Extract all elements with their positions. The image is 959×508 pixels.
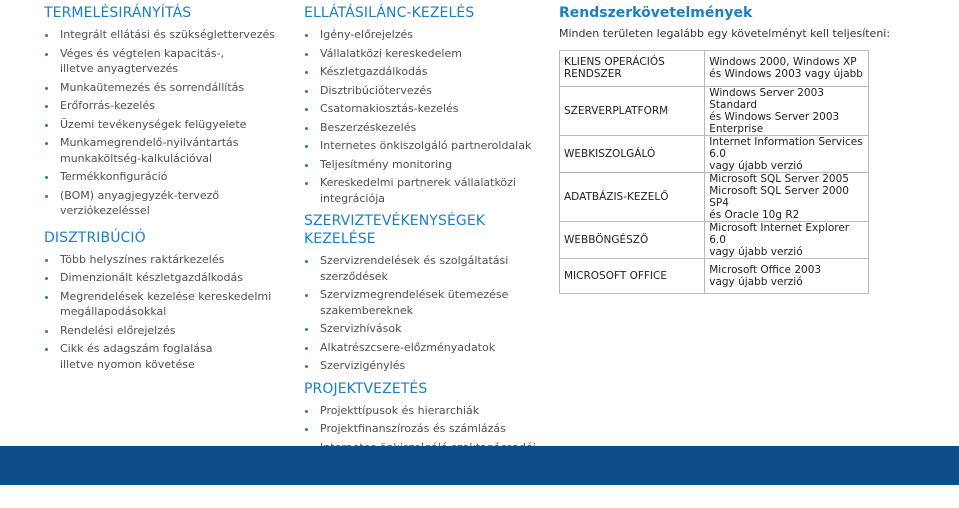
list-item: Készletgazdálkodás: [304, 64, 554, 80]
table-row: [560, 258, 869, 294]
list-item: Integrált ellátási és szükséglettervezés: [44, 27, 292, 43]
requirement-value: Microsoft Internet Explorer 6.0 vagy újabb verzió: [705, 221, 869, 258]
list-item: Megrendelések kezelése kereskedelmi megállapodásokkal: [44, 289, 292, 320]
requirements-table: [559, 50, 869, 294]
requirements-title: Rendszerkövetelmények: [559, 5, 753, 21]
list-item: Több helyszínes raktárkezelés: [44, 252, 292, 268]
section-title-service: SZERVIZTEVÉKENYSÉGEK KEZELÉSE: [304, 213, 486, 247]
list-item: Projekttípusok és hierarchiák: [304, 403, 554, 419]
table-row: [560, 86, 869, 135]
list-item: Disztribúciótervezés: [304, 83, 554, 99]
list-item: Teljesítmény monitoring: [304, 157, 554, 173]
list-item: (BOM) anyagjegyzék-tervező verziókezeléssel: [44, 188, 292, 219]
section-title-distribution: DISZTRIBÚCIÓ: [44, 229, 146, 246]
list-item: Szervizrendelések és szolgáltatási szerződések: [304, 253, 554, 284]
list-item: Munkamegrendelő-nyilvántartás munkaköltség-kalkulációval: [44, 135, 292, 166]
requirements-subtitle: Minden területen legalább egy követelményt kell teljesíteni:: [559, 27, 891, 40]
list-item: Szervizmegrendelések ütemezése szakembereknek: [304, 287, 554, 318]
requirement-value: Internet Information Services 6.0 vagy újabb verzió: [705, 135, 869, 172]
production-list: [44, 27, 292, 219]
table-row: [560, 172, 869, 221]
service-list: [304, 253, 554, 374]
list-item: Erőforrás-kezelés: [44, 98, 292, 114]
list-item: Vállalatközi kereskedelem: [304, 46, 554, 62]
list-item: Igény-előrejelzés: [304, 27, 554, 43]
list-item: Termékkonfiguráció: [44, 169, 292, 185]
list-item: Szervizhívások: [304, 321, 554, 337]
requirement-key: KLIENS OPERÁCIÓS RENDSZER: [560, 51, 705, 87]
requirement-key: MICROSOFT OFFICE: [560, 258, 705, 294]
list-item: Véges és végtelen kapacitás-, illetve anyagtervezés: [44, 46, 292, 77]
list-item: Üzemi tevékenységek felügyelete: [44, 117, 292, 133]
column-supply-chain: [304, 4, 554, 474]
supply-chain-list: [304, 27, 554, 206]
column-production: [44, 4, 292, 375]
table-row: [560, 135, 869, 172]
footer-band: [0, 446, 959, 485]
list-item: Beszerzéskezelés: [304, 120, 554, 136]
table-row: [560, 51, 869, 87]
list-item: Kereskedelmi partnerek vállalatközi integrációja: [304, 175, 554, 206]
list-item: Alkatrészcsere-előzményadatok: [304, 340, 554, 356]
list-item: Csatornakiosztás-kezelés: [304, 101, 554, 117]
list-item: Cikk és adagszám foglalása illetve nyomon követése: [44, 341, 292, 372]
requirement-key: ADATBÁZIS-KEZELŐ: [560, 172, 705, 221]
requirement-value: Windows Server 2003 Standard és Windows Server 2003 Enterprise: [705, 86, 869, 135]
requirement-key: WEBBÖNGÉSZŐ: [560, 221, 705, 258]
section-title-project: PROJEKTVEZETÉS: [304, 380, 428, 397]
table-row: [560, 221, 869, 258]
requirement-key: WEBKISZOLGÁLÓ: [560, 135, 705, 172]
requirement-value: Windows 2000, Windows XP és Windows 2003 vagy újabb: [705, 51, 869, 87]
requirement-key: SZERVERPLATFORM: [560, 86, 705, 135]
list-item: Szervizigénylés: [304, 358, 554, 374]
list-item: Munkaütemezés és sorrendállítás: [44, 80, 292, 96]
column-requirements: [559, 4, 954, 294]
distribution-list: [44, 252, 292, 373]
list-item: Internetes önkiszolgáló partneroldalak: [304, 138, 554, 154]
list-item: Projektfinanszírozás és számlázás: [304, 421, 554, 437]
requirement-value: Microsoft SQL Server 2005 Microsoft SQL Server 2000 SP4 és Oracle 10g R2: [705, 172, 869, 221]
requirement-value: Microsoft Office 2003 vagy újabb verzió: [705, 258, 869, 294]
list-item: Rendelési előrejelzés: [44, 323, 292, 339]
section-title-supply-chain: ELLÁTÁSILÁNC-KEZELÉS: [304, 5, 475, 21]
list-item: Dimenzionált készletgazdálkodás: [44, 270, 292, 286]
section-title-production: TERMELÉSIRÁNYÍTÁS: [44, 5, 192, 21]
